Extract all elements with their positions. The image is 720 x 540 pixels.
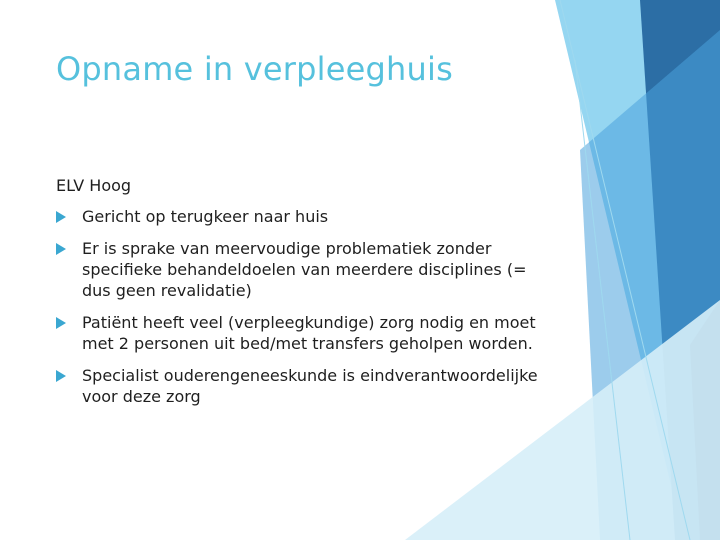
- triangle-bullet-icon: [56, 370, 66, 382]
- bullet-text: Patiënt heeft veel (verpleegkundige) zorg nodig en moet met 2 personen uit bed/met transfers geholpen worden.: [82, 313, 536, 353]
- triangle-bullet-icon: [56, 211, 66, 223]
- bullet-text: Specialist ouderengeneeskunde is eindverantwoordelijke voor deze zorg: [82, 366, 538, 406]
- bullet-item: [56, 206, 556, 227]
- bullet-text: Gericht op terugkeer naar huis: [82, 207, 329, 226]
- bullet-list: [56, 206, 556, 418]
- triangle-bullet-icon: [56, 243, 66, 255]
- triangle-bullet-icon: [56, 317, 66, 329]
- slide-subheading: ELV Hoog: [56, 176, 132, 195]
- slide-title: Opname in verpleeghuis: [56, 50, 453, 88]
- bullet-item: [56, 312, 556, 354]
- bullet-text: Er is sprake van meervoudige problematiek zonder specifieke behandeldoelen van meerdere disciplines (= dus geen revalidatie): [82, 239, 527, 300]
- bullet-item: [56, 238, 556, 301]
- bullet-item: [56, 365, 556, 407]
